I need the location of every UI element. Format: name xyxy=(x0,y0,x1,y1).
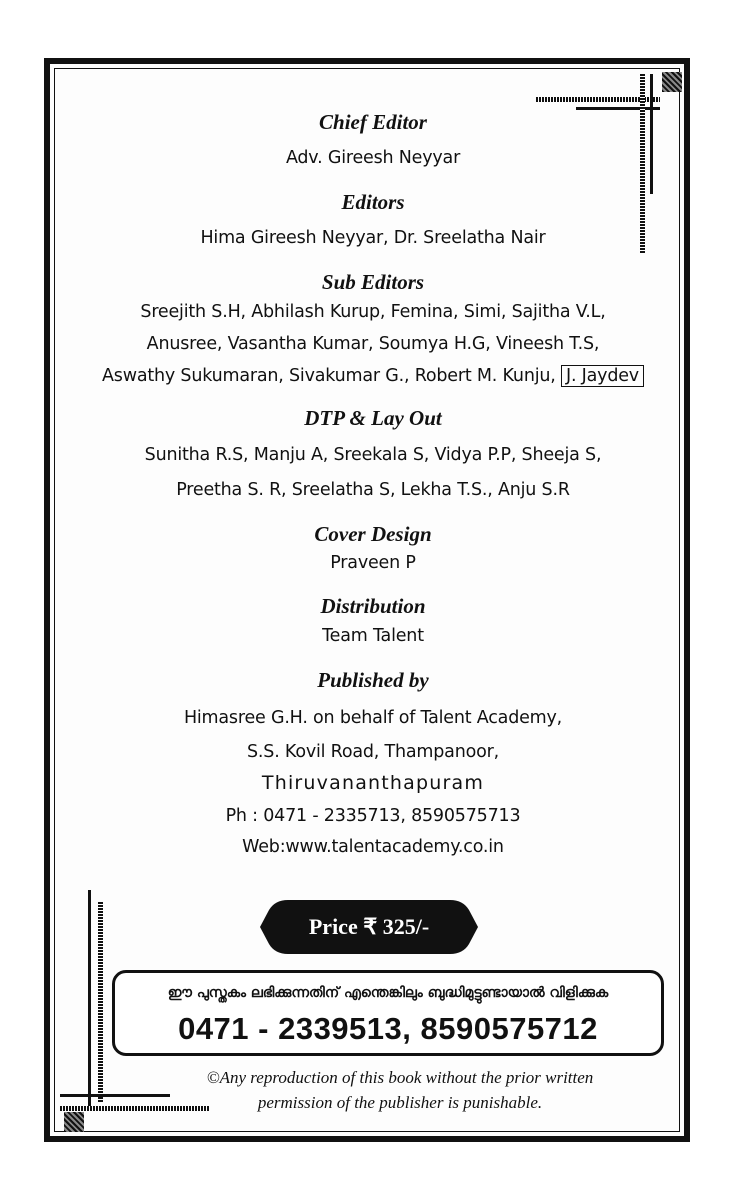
contact-box xyxy=(112,970,664,1056)
dtp-line-1: Sunitha R.S, Manju A, Sreekala S, Vidya P.P, Sheeja S, xyxy=(144,445,602,465)
publisher-address: S.S. Kovil Road, Thampanoor, xyxy=(247,742,499,762)
boxed-name: J. Jaydev xyxy=(561,365,644,387)
contact-phone-numbers: 0471 - 2339513, 8590575712 xyxy=(178,1011,598,1046)
copyright-notice-line-1: ©Any reproduction of this book without the prior written xyxy=(206,1068,594,1087)
contact-malayalam-text: ഈ പുസ്തകം ലഭിക്കുന്നതിന് എന്തെങ്കിലും ബുദ്ധിമുട്ടുണ്ടായാൽ വിളിക്കുക xyxy=(167,985,609,1001)
publisher-city: Thiruvananthapuram xyxy=(261,772,485,794)
sub-editors-line-2: Anusree, Vasantha Kumar, Soumya H.G, Vineesh T.S, xyxy=(146,334,600,354)
chief-editor-name: Adv. Gireesh Neyyar xyxy=(285,148,461,168)
price-badge xyxy=(258,896,480,958)
price-text: Price ₹ 325/- xyxy=(308,914,430,939)
dtp-heading: DTP & Lay Out xyxy=(304,406,442,430)
cover-design-heading: Cover Design xyxy=(314,522,432,546)
chief-editor-heading: Chief Editor xyxy=(319,110,427,134)
cover-design-name: Praveen P xyxy=(330,553,416,573)
publisher-website: Web:www.talentacademy.co.in xyxy=(242,837,504,857)
published-by-heading: Published by xyxy=(317,668,429,692)
distribution-heading: Distribution xyxy=(320,594,426,618)
copyright-notice-line-2: permission of the publisher is punishable. xyxy=(257,1093,543,1112)
sub-editors-line-3-text: Aswathy Sukumaran, Sivakumar G., Robert M. Kunju, xyxy=(102,366,556,386)
dtp-line-2: Preetha S. R, Sreelatha S, Lekha T.S., Anju S.R xyxy=(176,480,570,500)
sub-editors-line-1: Sreejith S.H, Abhilash Kurup, Femina, Simi, Sajitha V.L, xyxy=(140,302,606,322)
publisher-line-1: Himasree G.H. on behalf of Talent Academy, xyxy=(183,708,563,728)
publisher-phone: Ph : 0471 - 2335713, 8590575713 xyxy=(225,806,521,826)
editors-heading: Editors xyxy=(341,190,405,214)
editors-names: Hima Gireesh Neyyar, Dr. Sreelatha Nair xyxy=(200,228,546,248)
sub-editors-line-3 xyxy=(0,366,746,386)
sub-editors-heading: Sub Editors xyxy=(321,270,425,294)
distribution-name: Team Talent xyxy=(322,626,424,646)
